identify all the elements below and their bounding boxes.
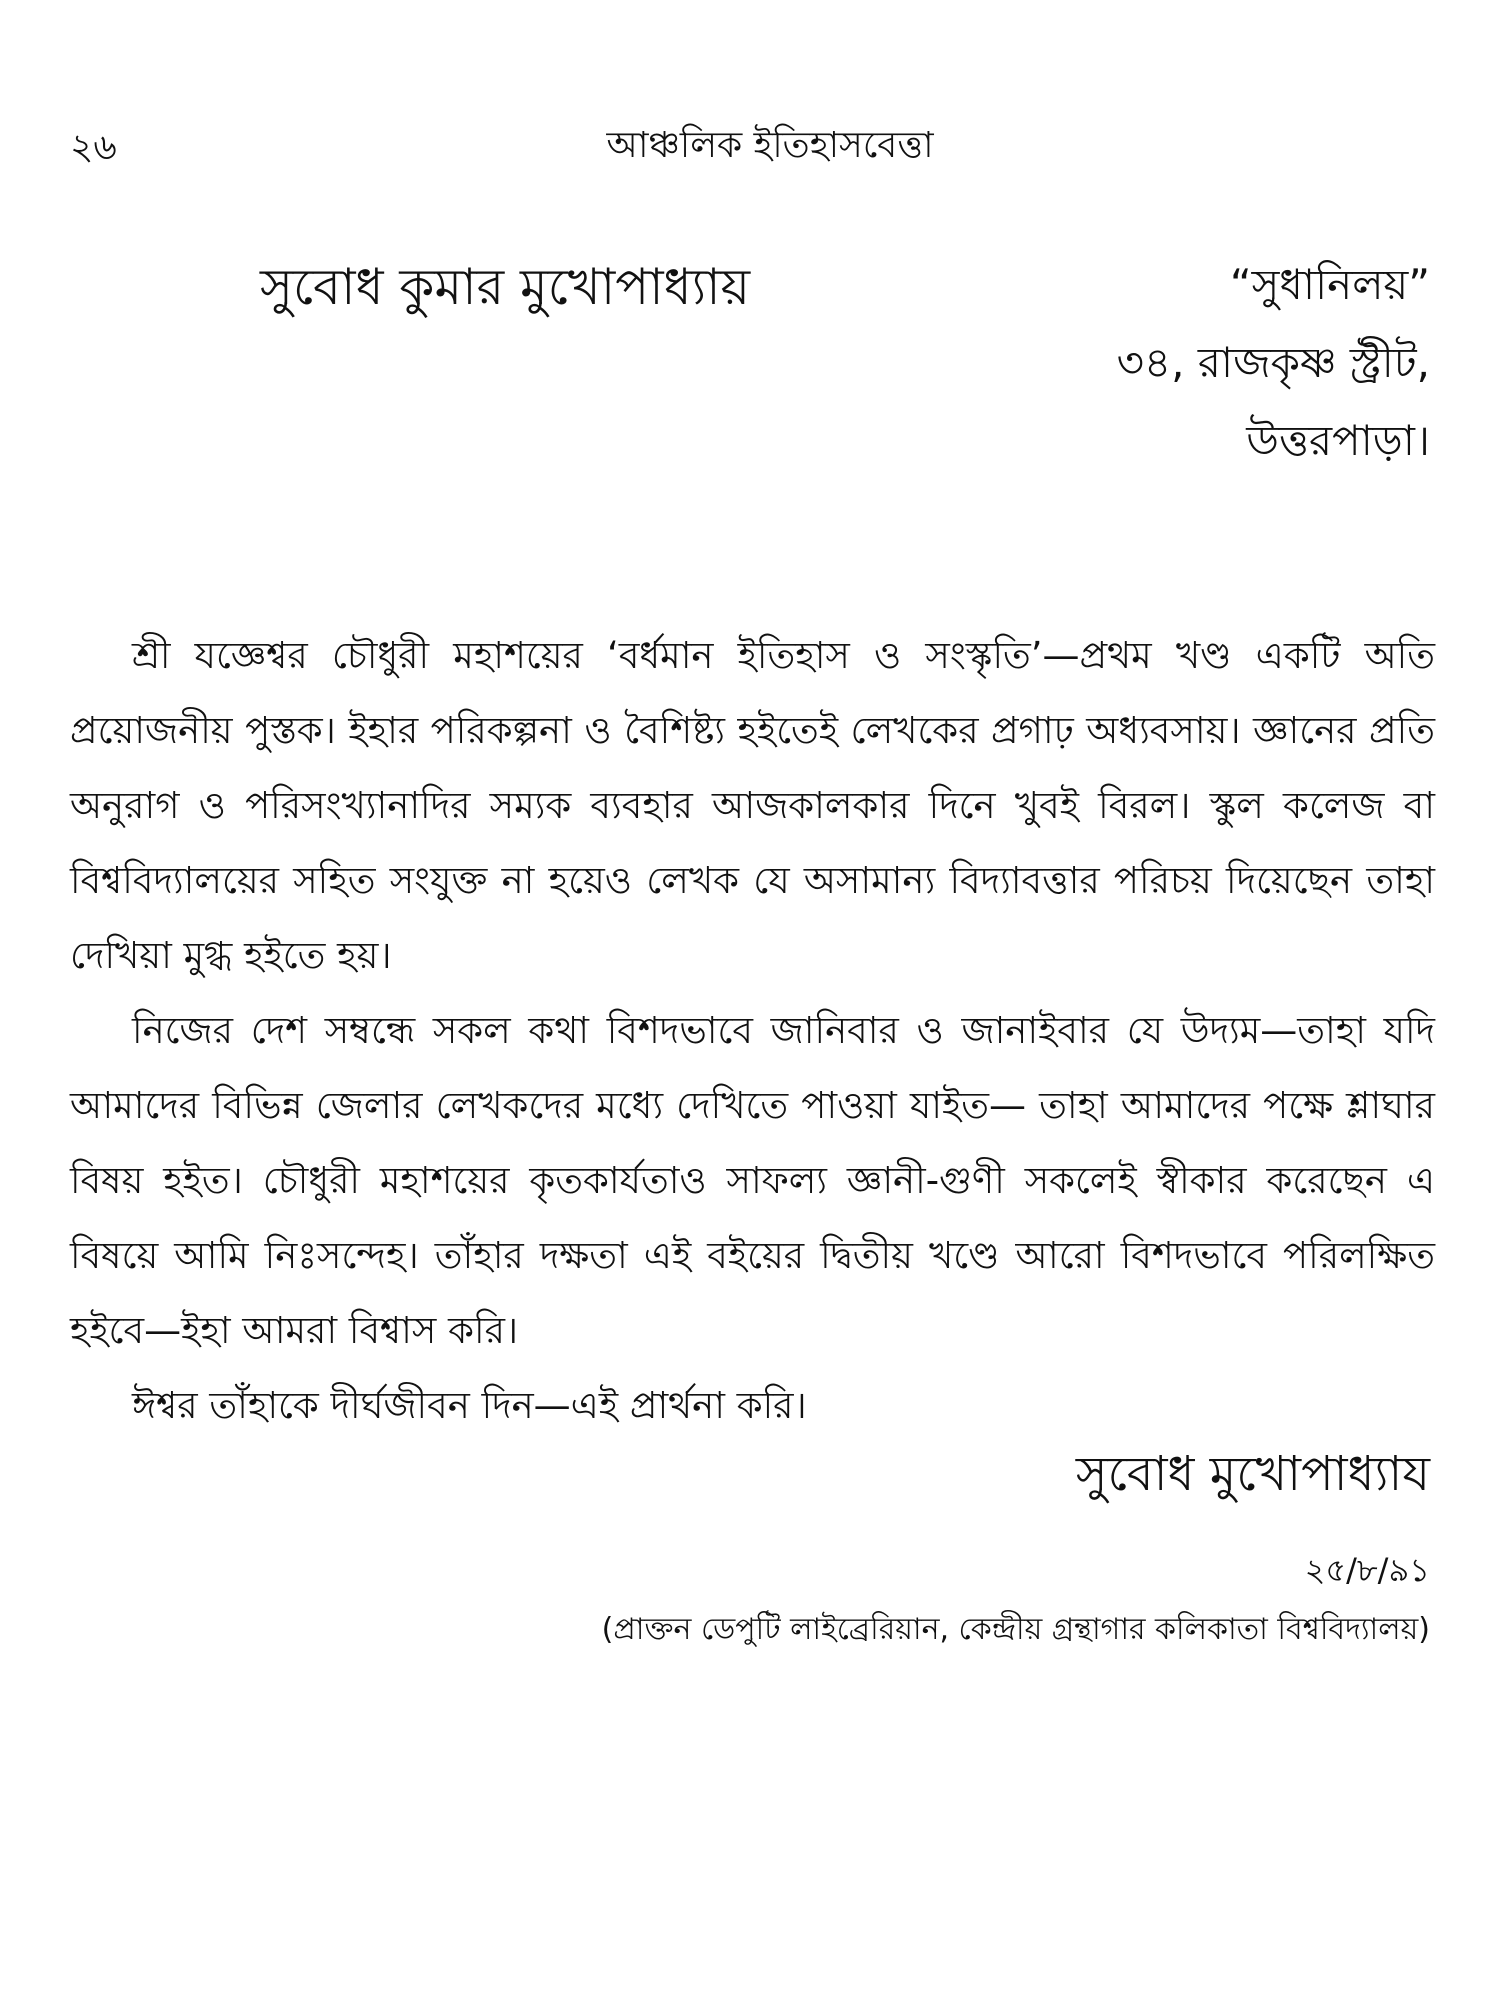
address-house-name: “সুধানিলয়” — [1229, 260, 1430, 309]
address-town: উত্তরপাড়া। — [1246, 416, 1430, 465]
page-number: ২৬ — [70, 127, 117, 168]
signature-designation: (প্রাক্তন ডেপুটি লাইব্রেরিয়ান, কেন্দ্রীয় গ্রন্থাগার কলিকাতা বিশ্ববিদ্যালয়) — [601, 1612, 1430, 1647]
signature-name: সুবোধ মুখোপাধ্যায — [1075, 1446, 1430, 1502]
body-paragraph: নিজের দেশ সম্বন্ধে সকল কথা বিশদভাবে জানিবার ও জানাইবার যে উদ্যম—তাহা যদি আমাদের বিভিন্ন জেলার লেখকদের মধ্যে দেখিতে পাওয়া যাইত— তাহা আমাদের পক্ষে শ্লাঘার বিষয় হইত। চৌধুরী মহাশয়ের কৃতকার্যতাও সাফল্য জ্ঞানী-গুণী সকলেই স্বীকার করেছেন এ বিষয়ে আমি নিঃসন্দেহ। তাঁহার দক্ষতা এই বইয়ের দ্বিতীয় খণ্ডে আরো বিশদভাবে পরিলক্ষিত হইবে—ইহা আমরা বিশ্বাস করি। — [70, 1009, 1435, 1352]
author-heading: সুবোধ কুমার মুখোপাধ্যায় — [260, 258, 751, 316]
body-paragraph: ঈশ্বর তাঁহাকে দীর্ঘজীবন দিন—এই প্রার্থনা করি। — [132, 1384, 807, 1427]
running-head: আঞ্চলিক ইতিহাসবেত্তা — [606, 125, 934, 166]
letter-body — [70, 618, 1435, 1443]
body-paragraph: শ্রী যজ্ঞেশ্বর চৌধুরী মহাশয়ের ‘বর্ধমান ইতিহাস ও সংস্কৃতি’—প্রথম খণ্ড একটি অতি প্রয়োজনীয় পুস্তক। ইহার পরিকল্পনা ও বৈশিষ্ট্য হইতেই লেখকের প্রগাঢ় অধ্যবসায়। জ্ঞানের প্রতি অনুরাগ ও পরিসংখ্যানাদির সম্যক ব্যবহার আজকালকার দিনে খুবই বিরল। স্কুল কলেজ বা বিশ্ববিদ্যালয়ের সহিত সংযুক্ত না হয়েও লেখক যে অসামান্য বিদ্যাবত্তার পরিচয় দিয়েছেন তাহা দেখিয়া মুগ্ধ হইতে হয়। — [70, 634, 1435, 977]
signature-date: ২৫/৮/৯১ — [1304, 1551, 1430, 1589]
address-street: ৩৪, রাজকৃষ্ণ স্ট্রীট, — [1116, 338, 1430, 387]
